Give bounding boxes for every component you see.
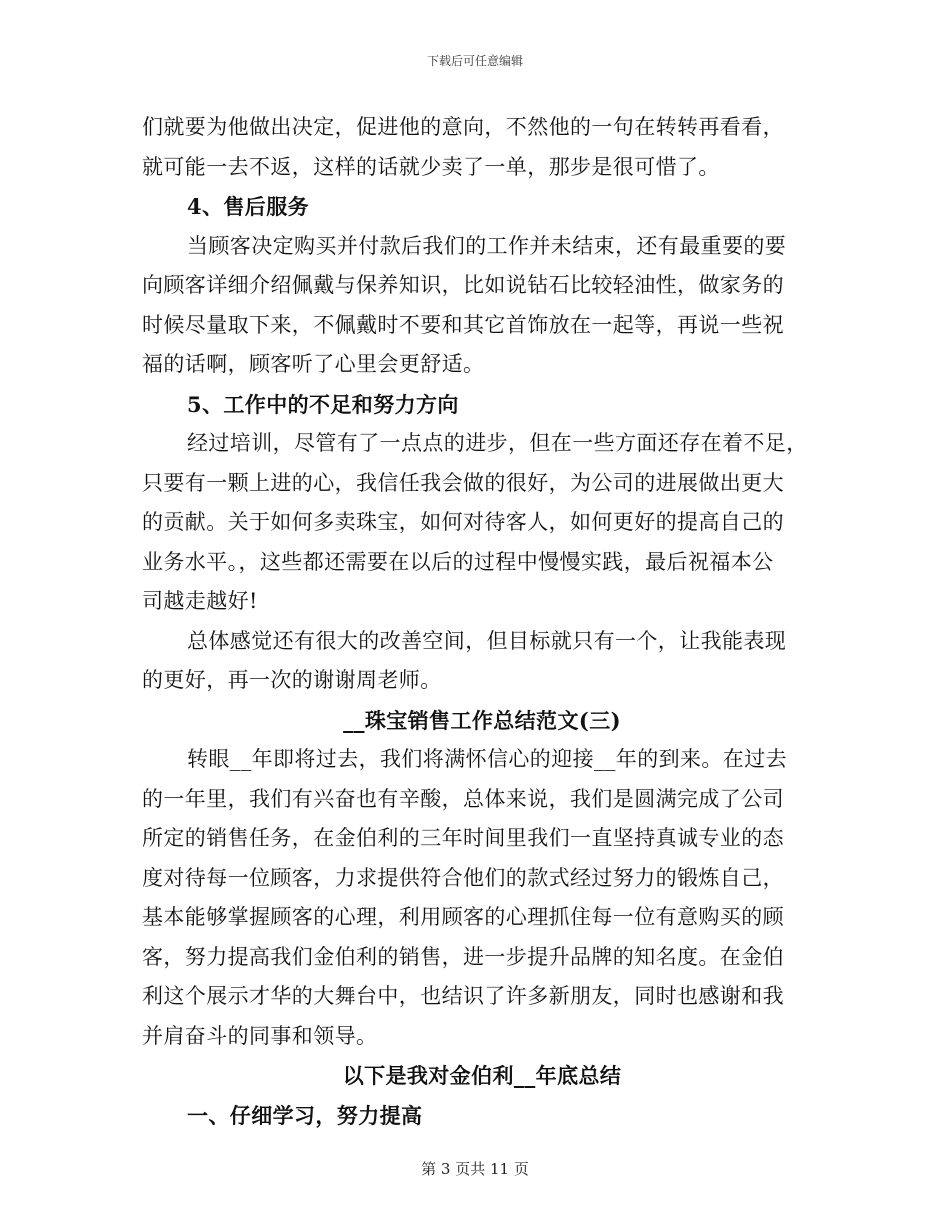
section-heading: __珠宝销售工作总结范文(三)	[343, 707, 621, 733]
paragraph-line: 当顾客决定购买并付款后我们的工作并未结束，还有最重要的要	[187, 233, 787, 258]
paragraph-line: 利这个展示才华的大舞台中，也结识了许多新朋友，同时也感谢和我	[142, 984, 784, 1008]
document-body	[142, 108, 822, 1135]
paragraph-line: 经过培训，尽管有了一点点的进步，但在一些方面还存在着不足，	[187, 431, 808, 455]
paragraph-line: 转眼__年即将过去，我们将满怀信心的迎接__年的到来。在过去	[187, 747, 787, 771]
paragraph-line: 的贡献。关于如何多卖珠宝，如何对待客人，如何更好的提高自己的	[142, 510, 784, 534]
section-heading: 5、工作中的不足和努力方向	[187, 391, 459, 417]
paragraph-line: 就可能一去不返，这样的话就少卖了一单，那步是很可惜了。	[142, 154, 720, 179]
section-heading: 4、售后服务	[187, 194, 310, 219]
paragraph-line: 总体感觉还有很大的改善空间，但目标就只有一个，让我能表现	[187, 628, 787, 653]
paragraph-line: 福的话啊，顾客听了心里会更舒适。	[142, 352, 485, 376]
paragraph-line: 向顾客详细介绍佩戴与保养知识，比如说钻石比较轻油性，做家务的	[142, 273, 784, 297]
paragraph-line: 业务水平。，这些都还需要在以后的过程中慢慢实践，最后祝福本公	[142, 549, 774, 574]
paragraph-line: 的更好，再一次的谢谢周老师。	[142, 668, 442, 692]
paragraph-line: 基本能够掌握顾客的心理，利用顾客的心理抓住每一位有意购买的顾	[142, 905, 784, 929]
page-header: 下载后可任意编辑	[426, 54, 523, 68]
paragraph-line: 的一年里，我们有兴奋也有辛酸，总体来说，我们是圆满完成了公司	[142, 786, 784, 811]
paragraph-line: 并肩奋斗的同事和领导。	[142, 1023, 378, 1048]
paragraph-line: 度对待每一位顾客，力求提供符合他们的款式经过努力的锻炼自己，	[142, 865, 784, 890]
paragraph-line: 们就要为他做出决定，促进他的意向，不然他的一句在转转再看看，	[142, 115, 784, 139]
paragraph-line: 只要有一颗上进的心，我信任我会做的很好，为公司的进展做出更大	[142, 470, 784, 495]
paragraph-line: 所定的销售任务，在金伯利的三年时间里我们一直坚持真诚专业的态	[142, 826, 784, 850]
page-footer: 第 3 页共 11 页	[421, 1160, 529, 1178]
section-heading: 一、仔细学习，努力提高	[187, 1102, 423, 1128]
section-heading: 以下是我对金伯利__年底总结	[342, 1063, 622, 1088]
paragraph-line: 客，努力提高我们金伯利的销售，进一步提升品牌的知名度。在金伯	[142, 944, 784, 969]
paragraph-line: 司越走越好!	[142, 589, 258, 613]
paragraph-line: 时候尽量取下来，不佩戴时不要和其它首饰放在一起等，再说一些祝	[142, 312, 784, 337]
